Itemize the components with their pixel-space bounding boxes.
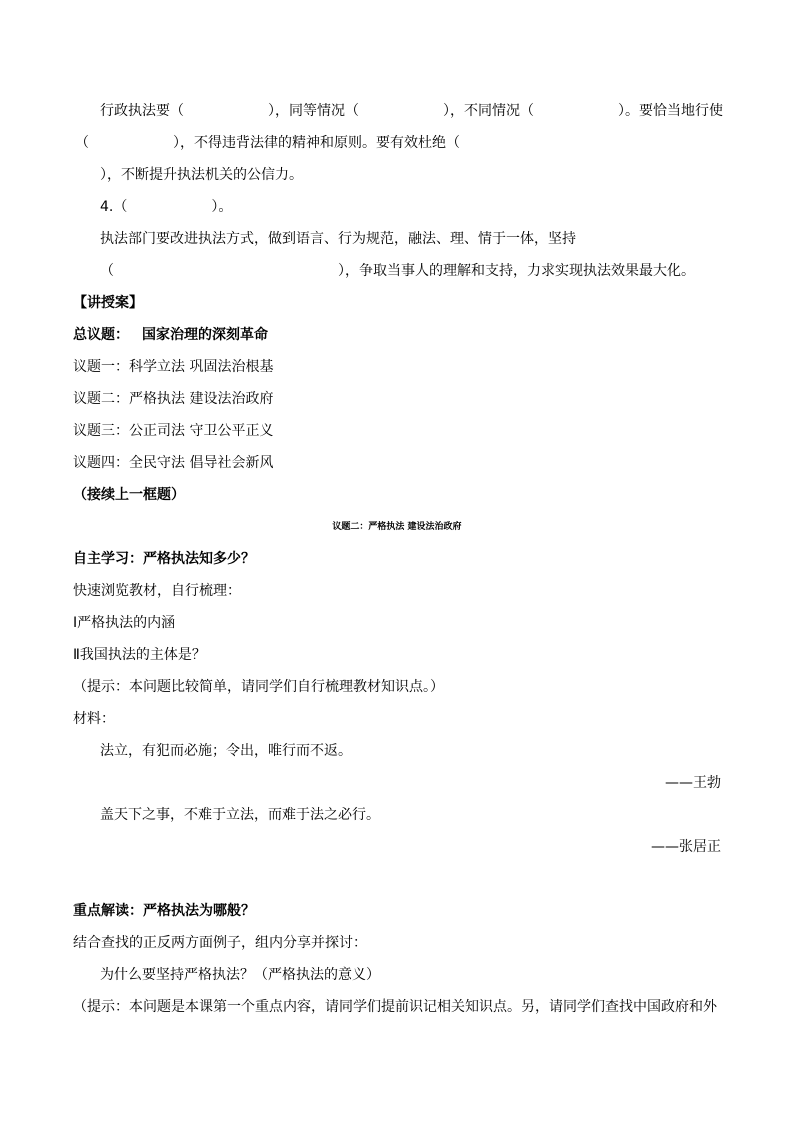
continued-note: （接续上一框题） bbox=[73, 487, 185, 503]
fill-in-line-4: 4.（ ）。 bbox=[100, 199, 233, 215]
topic-item-1: 议题一：科学立法 巩固法治根基 bbox=[73, 359, 274, 375]
self-study-question-1: Ⅰ严格执法的内涵 bbox=[73, 615, 176, 631]
material-label: 材料： bbox=[73, 711, 115, 727]
fill-in-line-2: （ ），不得违背法律的精神和原则。要有效杜绝（ bbox=[75, 135, 460, 151]
fill-in-line-1: 行政执法要（ ），同等情况（ ），不同情况（ ）。要恰当地行使 bbox=[100, 103, 723, 119]
quote-1: 法立，有犯而必施；令出，唯行而不返。 bbox=[100, 743, 352, 759]
self-study-question-2: Ⅱ我国执法的主体是？ bbox=[73, 647, 206, 663]
key-points-question: 为什么要坚持严格执法？（严格执法的意义） bbox=[100, 967, 380, 983]
quote-2: 盖天下之事，不难于立法，而难于法之必行。 bbox=[100, 807, 380, 823]
quote-1-author: ——王勃 bbox=[665, 775, 721, 791]
main-topic-label: 总议题： bbox=[73, 327, 129, 343]
self-study-hint: （提示：本问题比较简单，请同学们自行梳理教材知识点。） bbox=[73, 679, 444, 695]
main-topic: 国家治理的深刻革命 bbox=[142, 327, 268, 343]
fill-in-line-5: 执法部门要改进执法方式，做到语言、行为规范，融法、理、情于一体，坚持 bbox=[100, 231, 576, 247]
self-study-instruction: 快速浏览教材，自行梳理： bbox=[73, 583, 241, 599]
fill-in-line-6: （ ），争取当事人的理解和支持，力求实现执法效果最大化。 bbox=[100, 263, 695, 279]
section-title: 议题二：严格执法 建设法治政府 bbox=[332, 522, 462, 532]
key-points-instruction: 结合查找的正反两方面例子，组内分享并探讨： bbox=[73, 935, 367, 951]
fill-in-line-3: ），不断提升执法机关的公信力。 bbox=[100, 167, 303, 183]
quote-2-author: ——张居正 bbox=[651, 839, 721, 855]
topic-item-3: 议题三：公正司法 守卫公平正义 bbox=[73, 423, 274, 439]
key-points-hint: （提示：本问题是本课第一个重点内容，请同学们提前识记相关知识点。另，请同学们查找中国政府和外 bbox=[73, 999, 717, 1015]
topic-item-4: 议题四：全民守法 倡导社会新风 bbox=[73, 455, 274, 471]
lecture-heading: 【讲授案】 bbox=[73, 295, 143, 311]
key-points-heading: 重点解读：严格执法为哪般？ bbox=[73, 903, 255, 919]
self-study-heading: 自主学习：严格执法知多少？ bbox=[73, 551, 255, 567]
topic-item-2: 议题二：严格执法 建设法治政府 bbox=[73, 391, 274, 407]
